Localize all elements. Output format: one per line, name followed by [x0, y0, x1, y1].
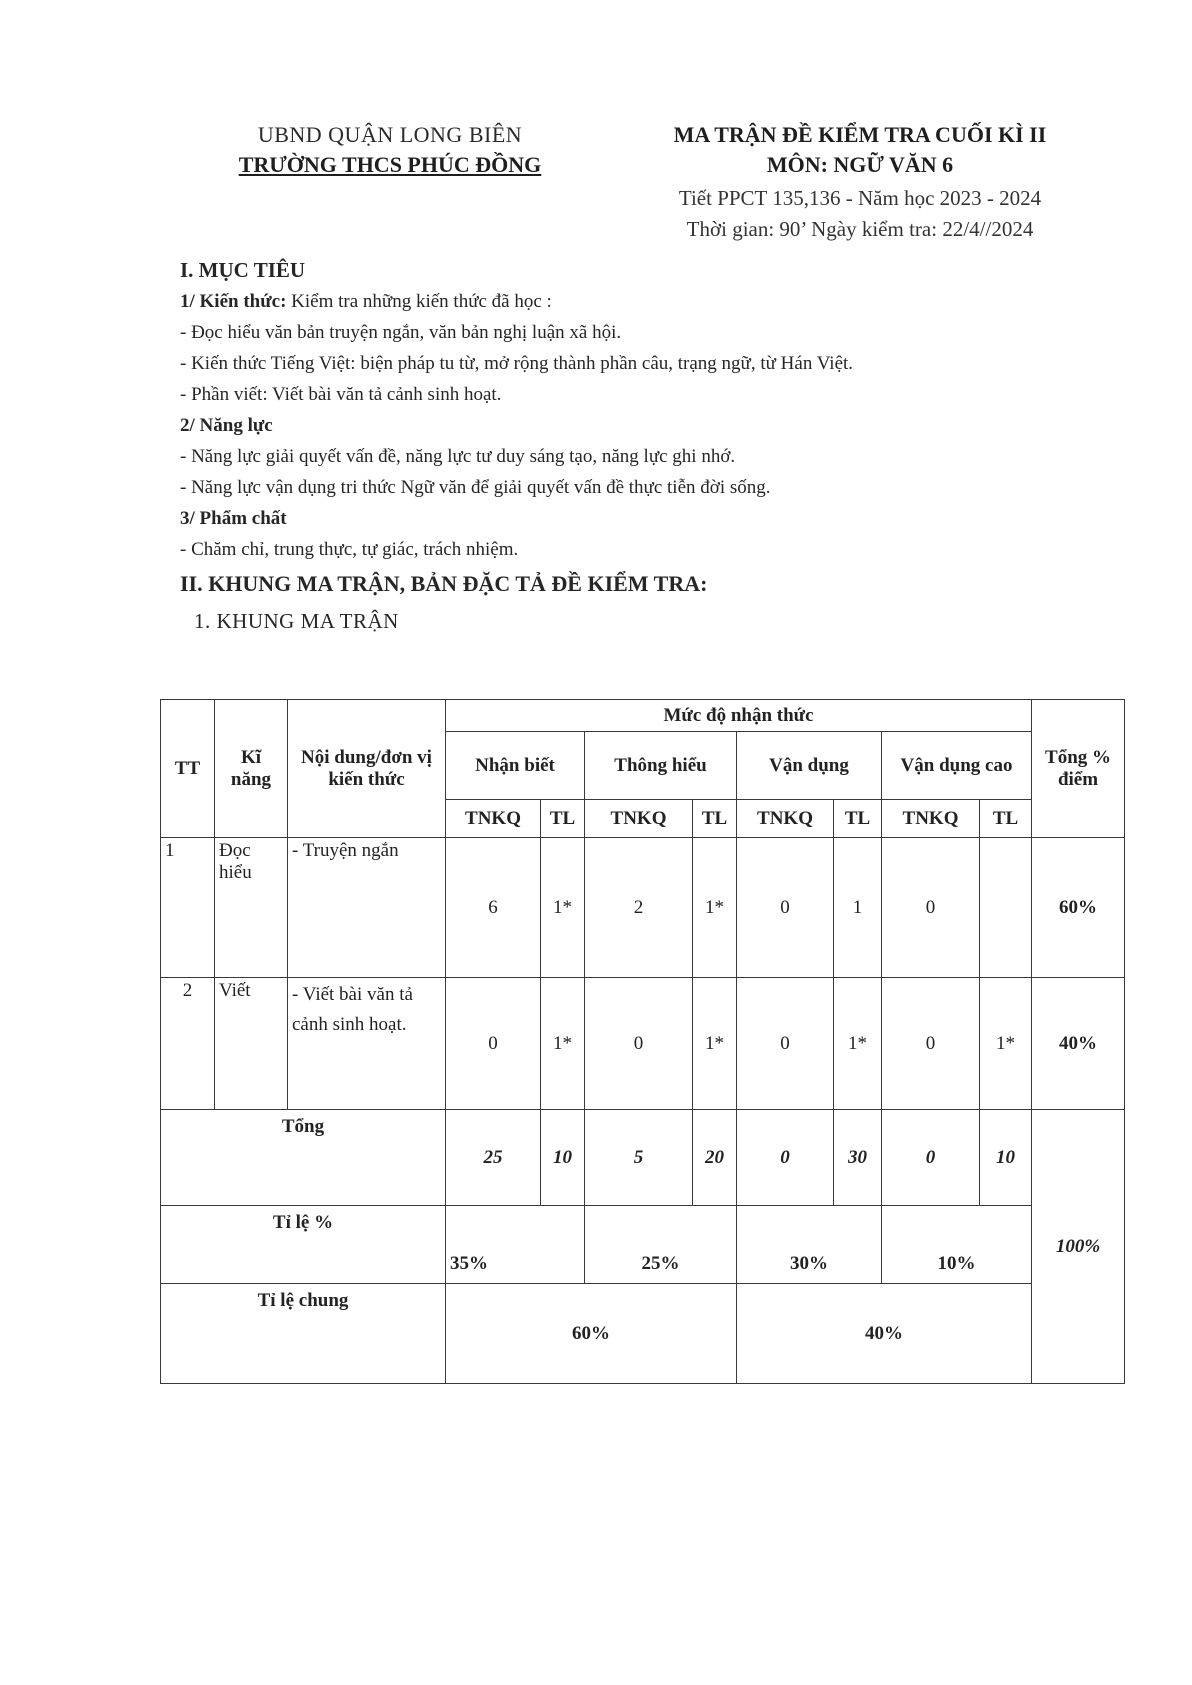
level-header: Nhận biết	[446, 732, 585, 800]
knowledge-item: - Phần viết: Viết bài văn tả cảnh sinh hoạt.	[180, 384, 502, 405]
ratio-value: 25%	[585, 1206, 737, 1284]
sum-value: 25	[446, 1110, 541, 1206]
sum-row	[161, 1110, 1125, 1206]
ratio-value: 30%	[737, 1206, 882, 1284]
ratio-value: 35%	[446, 1206, 585, 1284]
quality-label: 3/ Phẩm chất	[180, 508, 287, 529]
header-skill: Kĩ năng	[215, 700, 288, 838]
table-row	[161, 978, 1125, 1110]
sub-col-header: TL	[693, 800, 737, 838]
sub-heading-matrix: 1. KHUNG MA TRẬN	[194, 609, 399, 633]
row-value: 1*	[693, 838, 737, 978]
sum-value: 10	[541, 1110, 585, 1206]
common-label: Tỉ lệ chung	[161, 1284, 446, 1384]
row-value: 0	[737, 978, 834, 1110]
row-value: 0	[882, 978, 980, 1110]
row-value: 6	[446, 838, 541, 978]
sub-col-header: TL	[834, 800, 882, 838]
row-tt: 1	[161, 838, 215, 978]
sum-value: 30	[834, 1110, 882, 1206]
row-value: 1*	[834, 978, 882, 1110]
school-header	[180, 122, 600, 178]
knowledge-label: 1/ Kiến thức:	[180, 291, 287, 312]
exam-header	[600, 122, 1120, 242]
level-header: Vận dụng	[737, 732, 882, 800]
sum-value: 20	[693, 1110, 737, 1206]
row-skill: Đọc hiểu	[215, 838, 288, 978]
row-value: 1*	[541, 978, 585, 1110]
sub-col-header: TNKQ	[446, 800, 541, 838]
sum-label: Tổng	[161, 1110, 446, 1206]
ratio-row	[161, 1206, 1125, 1284]
row-value: 1*	[693, 978, 737, 1110]
common-value: 60%	[446, 1284, 737, 1384]
sub-col-header: TNKQ	[882, 800, 980, 838]
knowledge-text: Kiểm tra những kiến thức đã học :	[286, 291, 552, 312]
ability-label: 2/ Năng lực	[180, 415, 273, 436]
ability-item: - Năng lực giải quyết vấn đề, năng lực tư duy sáng tạo, năng lực ghi nhớ.	[180, 446, 736, 467]
row-value	[980, 838, 1032, 978]
exam-time: Thời gian: 90’ Ngày kiểm tra: 22/4//2024	[686, 217, 1034, 241]
common-row	[161, 1284, 1125, 1384]
row-content: - Truyện ngắn	[288, 838, 446, 978]
exam-title: MA TRẬN ĐỀ KIỂM TRA CUỐI KÌ II	[673, 122, 1047, 147]
ratio-value: 10%	[882, 1206, 1032, 1284]
sub-col-header: TNKQ	[737, 800, 834, 838]
sum-value: 0	[882, 1110, 980, 1206]
sum-value: 10	[980, 1110, 1032, 1206]
school-name: TRƯỜNG THCS PHÚC ĐỒNG	[238, 152, 542, 177]
header-tt: TT	[161, 700, 215, 838]
row-value: 1*	[541, 838, 585, 978]
row-content: - Viết bài văn tả cảnh sinh hoạt.	[288, 978, 446, 1110]
sub-col-header: TL	[541, 800, 585, 838]
exam-subject: MÔN: NGỮ VĂN 6	[766, 152, 954, 177]
level-header: Thông hiểu	[585, 732, 737, 800]
sub-col-header: TNKQ	[585, 800, 693, 838]
row-value: 0	[446, 978, 541, 1110]
exam-period: Tiết PPCT 135,136 - Năm học 2023 - 2024	[678, 186, 1042, 210]
sum-value: 0	[737, 1110, 834, 1206]
ability-item: - Năng lực vận dụng tri thức Ngữ văn để giải quyết vấn đề thực tiễn đời sống.	[180, 477, 771, 498]
row-value: 0	[737, 838, 834, 978]
knowledge-line	[180, 286, 1140, 317]
knowledge-item: - Đọc hiểu văn bản truyện ngắn, văn bản nghị luận xã hội.	[180, 322, 622, 343]
district-name: UBND QUẬN LONG BIÊN	[257, 122, 523, 147]
section-heading-objectives: I. MỤC TIÊU	[180, 258, 306, 282]
row-skill: Viết	[215, 978, 288, 1110]
row-total: 40%	[1032, 978, 1125, 1110]
row-value: 2	[585, 838, 693, 978]
sub-col-header: TL	[980, 800, 1032, 838]
assessment-matrix-table	[160, 699, 1125, 1384]
header-total: Tổng % điểm	[1032, 700, 1125, 838]
table-row	[161, 838, 1125, 978]
row-value: 1	[834, 838, 882, 978]
row-value: 0	[585, 978, 693, 1110]
level-header: Vận dụng cao	[882, 732, 1032, 800]
document-body	[180, 255, 1140, 639]
row-value: 1*	[980, 978, 1032, 1110]
row-total: 60%	[1032, 838, 1125, 978]
header-level: Mức độ nhận thức	[446, 700, 1032, 732]
quality-item: - Chăm chỉ, trung thực, tự giác, trách nhiệm.	[180, 539, 519, 560]
row-value: 0	[882, 838, 980, 978]
knowledge-item: - Kiến thức Tiếng Việt: biện pháp tu từ, mở rộng thành phần câu, trạng ngữ, từ Hán Việt.	[180, 353, 854, 374]
header-content: Nội dung/đơn vị kiến thức	[288, 700, 446, 838]
section-heading-matrix: II. KHUNG MA TRẬN, BẢN ĐẶC TẢ ĐỀ KIỂM TRA:	[180, 571, 708, 596]
sum-value: 5	[585, 1110, 693, 1206]
grand-total: 100%	[1032, 1110, 1125, 1384]
common-value: 40%	[737, 1284, 1032, 1384]
ratio-label: Tỉ lệ %	[161, 1206, 446, 1284]
row-tt: 2	[161, 978, 215, 1110]
